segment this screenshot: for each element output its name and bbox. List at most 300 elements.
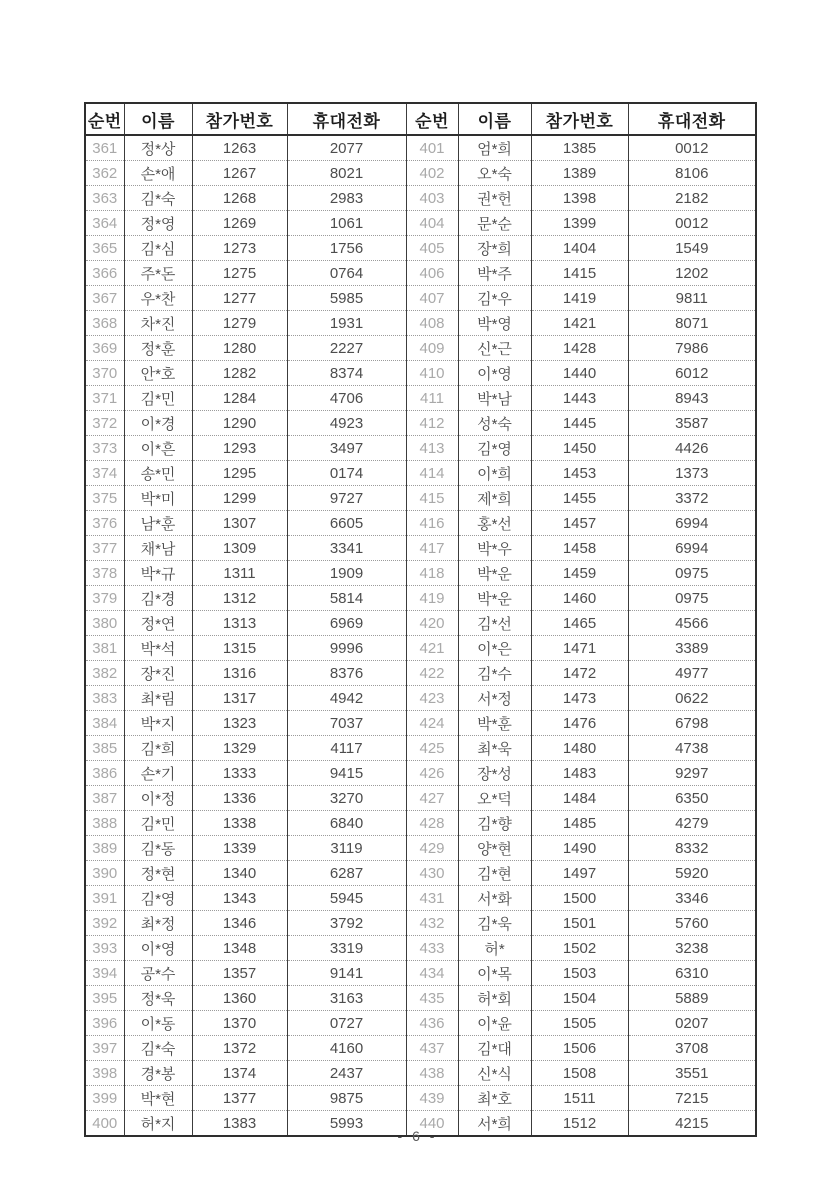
name-cell: 권*헌 — [458, 186, 531, 211]
header-name-right: 이름 — [458, 103, 531, 135]
name-cell: 김*대 — [458, 1036, 531, 1061]
entry-number-cell: 1293 — [192, 436, 287, 461]
seq-cell: 370 — [85, 361, 124, 386]
phone-cell: 8943 — [628, 386, 756, 411]
entry-number-cell: 1445 — [531, 411, 628, 436]
phone-cell: 4977 — [628, 661, 756, 686]
entry-number-cell: 1473 — [531, 686, 628, 711]
phone-cell: 3372 — [628, 486, 756, 511]
name-cell: 김*희 — [124, 736, 192, 761]
seq-cell: 403 — [406, 186, 458, 211]
table-row — [85, 1036, 756, 1061]
participant-roster-table — [84, 102, 757, 1137]
entry-number-cell: 1500 — [531, 886, 628, 911]
name-cell: 최*정 — [124, 911, 192, 936]
seq-cell: 386 — [85, 761, 124, 786]
phone-cell: 3497 — [287, 436, 406, 461]
name-cell: 우*찬 — [124, 286, 192, 311]
seq-cell: 372 — [85, 411, 124, 436]
table-row — [85, 361, 756, 386]
name-cell: 오*덕 — [458, 786, 531, 811]
entry-number-cell: 1460 — [531, 586, 628, 611]
name-cell: 서*정 — [458, 686, 531, 711]
name-cell: 이*정 — [124, 786, 192, 811]
entry-number-cell: 1323 — [192, 711, 287, 736]
entry-number-cell: 1480 — [531, 736, 628, 761]
name-cell: 박*지 — [124, 711, 192, 736]
phone-cell: 6287 — [287, 861, 406, 886]
entry-number-cell: 1336 — [192, 786, 287, 811]
table-row — [85, 886, 756, 911]
name-cell: 신*근 — [458, 336, 531, 361]
seq-cell: 388 — [85, 811, 124, 836]
name-cell: 김*수 — [458, 661, 531, 686]
entry-number-cell: 1404 — [531, 236, 628, 261]
seq-cell: 432 — [406, 911, 458, 936]
seq-cell: 415 — [406, 486, 458, 511]
phone-cell: 5760 — [628, 911, 756, 936]
table-row — [85, 961, 756, 986]
entry-number-cell: 1284 — [192, 386, 287, 411]
seq-cell: 375 — [85, 486, 124, 511]
phone-cell: 5985 — [287, 286, 406, 311]
table-row — [85, 686, 756, 711]
phone-cell: 3270 — [287, 786, 406, 811]
entry-number-cell: 1471 — [531, 636, 628, 661]
seq-cell: 393 — [85, 936, 124, 961]
phone-cell: 8332 — [628, 836, 756, 861]
seq-cell: 380 — [85, 611, 124, 636]
name-cell: 장*성 — [458, 761, 531, 786]
entry-number-cell: 1269 — [192, 211, 287, 236]
seq-cell: 431 — [406, 886, 458, 911]
name-cell: 경*봉 — [124, 1061, 192, 1086]
entry-number-cell: 1339 — [192, 836, 287, 861]
entry-number-cell: 1484 — [531, 786, 628, 811]
header-seq-right: 순번 — [406, 103, 458, 135]
header-phone-left: 휴대전화 — [287, 103, 406, 135]
entry-number-cell: 1295 — [192, 461, 287, 486]
phone-cell: 4117 — [287, 736, 406, 761]
seq-cell: 430 — [406, 861, 458, 886]
seq-cell: 427 — [406, 786, 458, 811]
phone-cell: 0975 — [628, 561, 756, 586]
phone-cell: 0012 — [628, 211, 756, 236]
entry-number-cell: 1490 — [531, 836, 628, 861]
name-cell: 차*진 — [124, 311, 192, 336]
name-cell: 이*희 — [458, 461, 531, 486]
seq-cell: 438 — [406, 1061, 458, 1086]
phone-cell: 5945 — [287, 886, 406, 911]
entry-number-cell: 1346 — [192, 911, 287, 936]
name-cell: 김*우 — [458, 286, 531, 311]
name-cell: 김*경 — [124, 586, 192, 611]
seq-cell: 389 — [85, 836, 124, 861]
phone-cell: 9811 — [628, 286, 756, 311]
entry-number-cell: 1275 — [192, 261, 287, 286]
seq-cell: 412 — [406, 411, 458, 436]
name-cell: 정*훈 — [124, 336, 192, 361]
phone-cell: 7215 — [628, 1086, 756, 1111]
entry-number-cell: 1421 — [531, 311, 628, 336]
phone-cell: 6969 — [287, 611, 406, 636]
seq-cell: 413 — [406, 436, 458, 461]
entry-number-cell: 1311 — [192, 561, 287, 586]
phone-cell: 3119 — [287, 836, 406, 861]
phone-cell: 4706 — [287, 386, 406, 411]
phone-cell: 1373 — [628, 461, 756, 486]
name-cell: 손*기 — [124, 761, 192, 786]
phone-cell: 3341 — [287, 536, 406, 561]
entry-number-cell: 1512 — [531, 1111, 628, 1137]
phone-cell: 6310 — [628, 961, 756, 986]
seq-cell: 362 — [85, 161, 124, 186]
entry-number-cell: 1333 — [192, 761, 287, 786]
phone-cell: 9875 — [287, 1086, 406, 1111]
phone-cell: 8071 — [628, 311, 756, 336]
phone-cell: 2437 — [287, 1061, 406, 1086]
seq-cell: 408 — [406, 311, 458, 336]
seq-cell: 440 — [406, 1111, 458, 1137]
table-row — [85, 1086, 756, 1111]
phone-cell: 5993 — [287, 1111, 406, 1137]
entry-number-cell: 1440 — [531, 361, 628, 386]
entry-number-cell: 1317 — [192, 686, 287, 711]
table-row — [85, 236, 756, 261]
seq-cell: 426 — [406, 761, 458, 786]
name-cell: 정*연 — [124, 611, 192, 636]
phone-cell: 0727 — [287, 1011, 406, 1036]
phone-cell: 0012 — [628, 135, 756, 161]
seq-cell: 435 — [406, 986, 458, 1011]
entry-number-cell: 1277 — [192, 286, 287, 311]
entry-number-cell: 1357 — [192, 961, 287, 986]
name-cell: 이*영 — [458, 361, 531, 386]
table-row — [85, 536, 756, 561]
phone-cell: 3792 — [287, 911, 406, 936]
seq-cell: 424 — [406, 711, 458, 736]
seq-cell: 428 — [406, 811, 458, 836]
seq-cell: 419 — [406, 586, 458, 611]
table-row — [85, 636, 756, 661]
seq-cell: 401 — [406, 135, 458, 161]
phone-cell: 5889 — [628, 986, 756, 1011]
seq-cell: 414 — [406, 461, 458, 486]
seq-cell: 420 — [406, 611, 458, 636]
name-cell: 김*영 — [124, 886, 192, 911]
table-row — [85, 936, 756, 961]
name-cell: 남*훈 — [124, 511, 192, 536]
seq-cell: 361 — [92, 139, 118, 157]
header-phone-right: 휴대전화 — [628, 103, 756, 135]
phone-cell: 8374 — [287, 361, 406, 386]
entry-number-cell: 1389 — [531, 161, 628, 186]
table-row — [85, 511, 756, 536]
table-row — [85, 611, 756, 636]
seq-cell: 410 — [406, 361, 458, 386]
name-cell: 정*상 — [124, 135, 192, 161]
name-cell: 공*수 — [124, 961, 192, 986]
phone-cell: 4279 — [628, 811, 756, 836]
seq-cell: 392 — [85, 911, 124, 936]
phone-cell: 8021 — [287, 161, 406, 186]
phone-cell: 3587 — [628, 411, 756, 436]
table-row — [85, 161, 756, 186]
seq-cell: 411 — [406, 386, 458, 411]
table-row — [85, 261, 756, 286]
seq-cell: 437 — [406, 1036, 458, 1061]
name-cell: 양*현 — [458, 836, 531, 861]
seq-cell: 385 — [85, 736, 124, 761]
table-row — [85, 386, 756, 411]
seq-cell: 400 — [85, 1111, 124, 1137]
table-row — [85, 561, 756, 586]
entry-number-cell: 1443 — [531, 386, 628, 411]
seq-cell: 390 — [85, 861, 124, 886]
phone-cell: 3319 — [287, 936, 406, 961]
seq-cell: 383 — [85, 686, 124, 711]
seq-cell: 423 — [406, 686, 458, 711]
phone-cell: 6798 — [628, 711, 756, 736]
seq-cell: 409 — [406, 336, 458, 361]
name-cell: 채*남 — [124, 536, 192, 561]
entry-number-cell: 1511 — [531, 1086, 628, 1111]
seq-cell: 421 — [406, 636, 458, 661]
table-row — [85, 211, 756, 236]
name-cell: 김*영 — [458, 436, 531, 461]
phone-cell: 7037 — [287, 711, 406, 736]
entry-number-cell: 1476 — [531, 711, 628, 736]
seq-cell: 379 — [85, 586, 124, 611]
name-cell: 박*우 — [458, 536, 531, 561]
seq-cell: 395 — [85, 986, 124, 1011]
header-seq-left: 순번 — [85, 103, 124, 135]
entry-number-cell: 1282 — [192, 361, 287, 386]
phone-cell: 2227 — [287, 336, 406, 361]
entry-number-cell: 1419 — [531, 286, 628, 311]
phone-cell: 4160 — [287, 1036, 406, 1061]
name-cell: 장*진 — [124, 661, 192, 686]
entry-number-cell: 1279 — [192, 311, 287, 336]
entry-number-cell: 1502 — [531, 936, 628, 961]
name-cell: 박*석 — [124, 636, 192, 661]
name-cell: 송*민 — [124, 461, 192, 486]
entry-number-cell: 1372 — [192, 1036, 287, 1061]
table-row — [85, 811, 756, 836]
entry-number-cell: 1307 — [192, 511, 287, 536]
entry-number-cell: 1263 — [192, 135, 287, 161]
seq-cell: 387 — [85, 786, 124, 811]
table-row — [85, 1061, 756, 1086]
name-cell: 김*선 — [458, 611, 531, 636]
entry-number-cell: 1377 — [192, 1086, 287, 1111]
header-row — [85, 103, 756, 135]
table-row — [85, 861, 756, 886]
phone-cell: 4426 — [628, 436, 756, 461]
header-entry-number-left: 참가번호 — [192, 103, 287, 135]
entry-number-cell: 1503 — [531, 961, 628, 986]
name-cell: 성*숙 — [458, 411, 531, 436]
seq-cell: 394 — [85, 961, 124, 986]
name-cell: 김*민 — [124, 386, 192, 411]
entry-number-cell: 1340 — [192, 861, 287, 886]
table-row — [85, 486, 756, 511]
seq-cell: 391 — [85, 886, 124, 911]
entry-number-cell: 1485 — [531, 811, 628, 836]
seq-cell: 365 — [85, 236, 124, 261]
entry-number-cell: 1329 — [192, 736, 287, 761]
name-cell: 박*미 — [124, 486, 192, 511]
name-cell: 박*남 — [458, 386, 531, 411]
entry-number-cell: 1280 — [192, 336, 287, 361]
seq-cell: 404 — [406, 211, 458, 236]
phone-cell: 6012 — [628, 361, 756, 386]
seq-cell: 425 — [406, 736, 458, 761]
table-row — [85, 586, 756, 611]
seq-cell: 371 — [85, 386, 124, 411]
seq-cell: 381 — [85, 636, 124, 661]
name-cell: 문*순 — [458, 211, 531, 236]
seq-cell: 416 — [406, 511, 458, 536]
seq-cell: 369 — [85, 336, 124, 361]
entry-number-cell: 1458 — [531, 536, 628, 561]
phone-cell: 4738 — [628, 736, 756, 761]
seq-cell: 367 — [85, 286, 124, 311]
seq-cell: 418 — [406, 561, 458, 586]
name-cell: 홍*선 — [458, 511, 531, 536]
seq-cell: 376 — [85, 511, 124, 536]
seq-cell: 429 — [406, 836, 458, 861]
entry-number-cell: 1506 — [531, 1036, 628, 1061]
phone-cell: 4942 — [287, 686, 406, 711]
name-cell: 장*희 — [458, 236, 531, 261]
name-cell: 허*회 — [458, 986, 531, 1011]
name-cell: 제*희 — [458, 486, 531, 511]
seq-cell: 398 — [85, 1061, 124, 1086]
table-row — [85, 711, 756, 736]
phone-cell: 2983 — [287, 186, 406, 211]
entry-number-cell: 1348 — [192, 936, 287, 961]
name-cell: 정*욱 — [124, 986, 192, 1011]
phone-cell: 6994 — [628, 511, 756, 536]
seq-cell: 373 — [85, 436, 124, 461]
phone-cell: 0622 — [628, 686, 756, 711]
entry-number-cell: 1398 — [531, 186, 628, 211]
entry-number-cell: 1455 — [531, 486, 628, 511]
phone-cell: 1909 — [287, 561, 406, 586]
entry-number-cell: 1508 — [531, 1061, 628, 1086]
phone-cell: 3708 — [628, 1036, 756, 1061]
phone-cell: 2182 — [628, 186, 756, 211]
entry-number-cell: 1313 — [192, 611, 287, 636]
header-name-left: 이름 — [124, 103, 192, 135]
name-cell: 김*심 — [124, 236, 192, 261]
phone-cell: 1202 — [628, 261, 756, 286]
phone-cell: 3163 — [287, 986, 406, 1011]
phone-cell: 9415 — [287, 761, 406, 786]
table-row — [85, 336, 756, 361]
phone-cell: 6840 — [287, 811, 406, 836]
seq-cell: 402 — [406, 161, 458, 186]
phone-cell: 6605 — [287, 511, 406, 536]
entry-number-cell: 1472 — [531, 661, 628, 686]
entry-number-cell: 1338 — [192, 811, 287, 836]
entry-number-cell: 1428 — [531, 336, 628, 361]
name-cell: 최*호 — [458, 1086, 531, 1111]
phone-cell: 1931 — [287, 311, 406, 336]
table-row — [85, 986, 756, 1011]
name-cell: 이*동 — [124, 1011, 192, 1036]
seq-cell: 406 — [406, 261, 458, 286]
name-cell: 엄*희 — [458, 135, 531, 161]
name-cell: 김*현 — [458, 861, 531, 886]
seq-cell: 422 — [406, 661, 458, 686]
entry-number-cell: 1343 — [192, 886, 287, 911]
seq-cell: 374 — [85, 461, 124, 486]
seq-cell: 363 — [85, 186, 124, 211]
entry-number-cell: 1268 — [192, 186, 287, 211]
seq-cell: 396 — [85, 1011, 124, 1036]
name-cell: 박*주 — [458, 261, 531, 286]
name-cell: 정*현 — [124, 861, 192, 886]
phone-cell: 8106 — [628, 161, 756, 186]
table-row — [85, 911, 756, 936]
phone-cell: 9141 — [287, 961, 406, 986]
entry-number-cell: 1497 — [531, 861, 628, 886]
seq-cell: 439 — [406, 1086, 458, 1111]
name-cell: 이*흔 — [124, 436, 192, 461]
name-cell: 박*영 — [458, 311, 531, 336]
table-row — [85, 436, 756, 461]
table-row — [85, 786, 756, 811]
entry-number-cell: 1370 — [192, 1011, 287, 1036]
name-cell: 박*운 — [458, 561, 531, 586]
entry-number-cell: 1505 — [531, 1011, 628, 1036]
phone-cell: 0764 — [287, 261, 406, 286]
entry-number-cell: 1450 — [531, 436, 628, 461]
name-cell: 이*영 — [124, 936, 192, 961]
seq-cell: 377 — [85, 536, 124, 561]
entry-number-cell: 1504 — [531, 986, 628, 1011]
entry-number-cell: 1316 — [192, 661, 287, 686]
name-cell: 김*향 — [458, 811, 531, 836]
phone-cell: 4215 — [628, 1111, 756, 1137]
phone-cell: 9996 — [287, 636, 406, 661]
entry-number-cell: 1383 — [192, 1111, 287, 1137]
seq-cell: 417 — [406, 536, 458, 561]
seq-cell: 433 — [406, 936, 458, 961]
table-row — [85, 135, 756, 161]
entry-number-cell: 1315 — [192, 636, 287, 661]
phone-cell: 8376 — [287, 661, 406, 686]
seq-cell: 399 — [85, 1086, 124, 1111]
entry-number-cell: 1312 — [192, 586, 287, 611]
name-cell: 박*훈 — [458, 711, 531, 736]
entry-number-cell: 1360 — [192, 986, 287, 1011]
entry-number-cell: 1453 — [531, 461, 628, 486]
name-cell: 이*경 — [124, 411, 192, 436]
table-row — [85, 661, 756, 686]
page-number: - 6 - — [397, 1128, 438, 1144]
phone-cell: 1756 — [287, 236, 406, 261]
seq-cell: 434 — [406, 961, 458, 986]
phone-cell: 9727 — [287, 486, 406, 511]
phone-cell: 3346 — [628, 886, 756, 911]
table-row — [85, 311, 756, 336]
entry-number-cell: 1415 — [531, 261, 628, 286]
name-cell: 김*욱 — [458, 911, 531, 936]
name-cell: 김*동 — [124, 836, 192, 861]
